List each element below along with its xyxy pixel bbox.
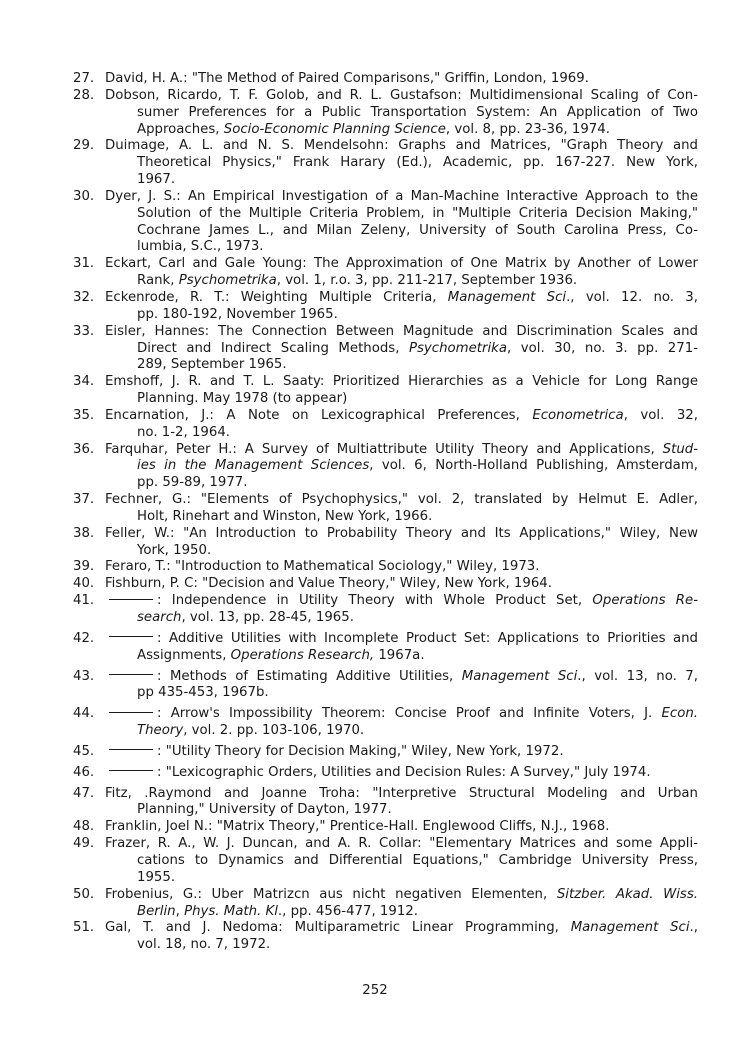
- reference-line: sumer Preferences for a Public Transportation System: An Application of Two: [137, 104, 698, 120]
- reference-number: 48.: [73, 819, 95, 835]
- reference-line: Planning," University of Dayton, 1977.: [137, 802, 392, 818]
- reference-item: [73, 324, 698, 375]
- reference-item: [73, 526, 698, 560]
- reference-text: [105, 492, 698, 526]
- reference-line: cations to Dynamics and Differential Equations," Cambridge University Press,: [137, 852, 698, 868]
- reference-line: : Arrow's Impossibility Theorem: Concise Proof and Infinite Voters, J. Econ.: [105, 706, 698, 723]
- reference-line: 1955.: [137, 869, 176, 885]
- reference-line: lumbia, S.C., 1973.: [137, 239, 264, 255]
- reference-item: [73, 442, 698, 493]
- reference-text: [105, 559, 698, 576]
- reference-number: 29.: [73, 138, 95, 154]
- reference-number: 37.: [73, 492, 95, 508]
- reference-text: [105, 631, 698, 665]
- reference-line: Theoretical Physics," Frank Harary (Ed.), Academic, pp. 167-227. New York,: [137, 155, 698, 171]
- reference-line: Frobenius, G.: Uber Matrizcn aus nicht negativen Elementen, Sitzber. Akad. Wiss.: [105, 886, 698, 902]
- reference-text: [105, 786, 698, 820]
- reference-number: 33.: [73, 323, 95, 339]
- reference-line: Encarnation, J.: A Note on Lexicographical Preferences, Econometrica, vol. 32,: [105, 407, 698, 423]
- reference-text: [105, 887, 698, 921]
- reference-number: 31.: [73, 256, 95, 272]
- reference-text: [105, 88, 698, 139]
- reference-line: Feraro, T.: "Introduction to Mathematical Sociology," Wiley, 1973.: [105, 559, 540, 575]
- reference-number: 42.: [73, 630, 95, 646]
- reference-text: [105, 408, 698, 442]
- reference-text: [105, 189, 698, 256]
- reference-line: Dobson, Ricardo, T. F. Golob, and R. L. Gustafson: Multidimensional Scaling of Con-: [105, 87, 698, 103]
- reference-item: [73, 374, 698, 408]
- reference-item: [73, 559, 698, 576]
- reference-text: [105, 593, 698, 627]
- reference-line: Eckart, Carl and Gale Young: The Approximation of One Matrix by Another of Lower: [105, 256, 698, 272]
- reference-item: [73, 887, 698, 921]
- reference-item: [73, 138, 698, 189]
- reference-text: [105, 256, 698, 290]
- ditto-dash: [109, 749, 153, 750]
- reference-item: [73, 290, 698, 324]
- reference-line: Gal, T. and J. Nedoma: Multiparametric Linear Programming, Management Sci.,: [105, 920, 698, 936]
- reference-text: [105, 744, 698, 761]
- reference-number: 27.: [73, 71, 95, 86]
- reference-text: [105, 290, 698, 324]
- reference-item: [73, 88, 698, 139]
- reference-line: no. 1-2, 1964.: [137, 424, 231, 440]
- reference-line: Duimage, A. L. and N. S. Mendelsohn: Graphs and Matrices, "Graph Theory and: [105, 138, 698, 154]
- reference-item: [73, 836, 698, 887]
- reference-line: : Methods of Estimating Additive Utilities, Management Sci., vol. 13, no. 7,: [105, 669, 698, 686]
- reference-list: [73, 71, 698, 954]
- reference-line: Fitz, .Raymond and Joanne Troha: "Interpretive Structural Modeling and Urban: [105, 785, 698, 801]
- reference-number: 50.: [73, 886, 95, 902]
- reference-text: [105, 920, 698, 954]
- reference-item: [73, 706, 698, 740]
- reference-number: 36.: [73, 441, 95, 457]
- reference-line: Planning. May 1978 (to appear): [137, 391, 348, 407]
- ditto-dash: [109, 770, 153, 771]
- reference-line: David, H. A.: "The Method of Paired Comparisons," Griffin, London, 1969.: [105, 71, 589, 86]
- reference-line: : Independence in Utility Theory with Whole Product Set, Operations Re-: [105, 593, 698, 610]
- ditto-dash: [109, 636, 153, 637]
- reference-line: Franklin, Joel N.: "Matrix Theory," Prentice-Hall. Englewood Cliffs, N.J., 1968.: [105, 819, 610, 835]
- reference-line: : "Lexicographic Orders, Utilities and Decision Rules: A Survey," July 1974.: [105, 765, 698, 782]
- reference-line: Berlin, Phys. Math. Kl., pp. 456-477, 1912.: [137, 903, 418, 919]
- reference-line: : "Utility Theory for Decision Making," Wiley, New York, 1972.: [105, 744, 698, 761]
- reference-item: [73, 920, 698, 954]
- reference-line: pp. 180-192, November 1965.: [137, 306, 338, 322]
- reference-item: [73, 576, 698, 593]
- reference-text: [105, 374, 698, 408]
- reference-item: [73, 71, 698, 88]
- reference-text: [105, 138, 698, 189]
- reference-text: [105, 836, 698, 887]
- reference-line: Frazer, R. A., W. J. Duncan, and A. R. Collar: "Elementary Matrices and some Appli-: [105, 836, 698, 852]
- reference-text: [105, 765, 698, 782]
- reference-number: 32.: [73, 289, 95, 305]
- reference-line: Cochrane James L., and Milan Zeleny, University of South Carolina Press, Co-: [137, 222, 698, 238]
- reference-item: [73, 593, 698, 627]
- reference-text: [105, 324, 698, 375]
- reference-line: Fechner, G.: "Elements of Psychophysics," vol. 2, translated by Helmut E. Adler,: [105, 492, 698, 508]
- reference-text: [105, 576, 698, 593]
- reference-text: [105, 669, 698, 703]
- reference-item: [73, 765, 698, 782]
- reference-line: Approaches, Socio-Economic Planning Science, vol. 8, pp. 23-36, 1974.: [137, 121, 610, 137]
- reference-line: search, vol. 13, pp. 28-45, 1965.: [137, 610, 354, 625]
- reference-number: 28.: [73, 87, 95, 103]
- reference-text: [105, 706, 698, 740]
- reference-line: Feller, W.: "An Introduction to Probability Theory and Its Applications," Wiley, New: [105, 525, 698, 541]
- reference-line: 289, September 1965.: [137, 357, 287, 373]
- reference-item: [73, 669, 698, 703]
- reference-line: Eckenrode, R. T.: Weighting Multiple Criteria, Management Sci., vol. 12. no. 3,: [105, 289, 698, 305]
- reference-line: : Additive Utilities with Incomplete Product Set: Applications to Priorities and: [105, 631, 698, 648]
- reference-line: Emshoff, J. R. and T. L. Saaty: Prioritized Hierarchies as a Vehicle for Long Range: [105, 374, 698, 390]
- reference-number: 35.: [73, 407, 95, 423]
- reference-text: [105, 526, 698, 560]
- reference-item: [73, 744, 698, 761]
- reference-number: 46.: [73, 764, 95, 780]
- reference-text: [105, 71, 698, 88]
- reference-item: [73, 256, 698, 290]
- reference-number: 34.: [73, 374, 95, 390]
- reference-number: 39.: [73, 559, 95, 575]
- reference-line: Fishburn, P. C: "Decision and Value Theory," Wiley, New York, 1964.: [105, 576, 552, 592]
- reference-number: 49.: [73, 836, 95, 852]
- reference-number: 41.: [73, 593, 95, 609]
- reference-item: [73, 189, 698, 256]
- reference-line: 1967.: [137, 172, 176, 188]
- reference-number: 47.: [73, 785, 95, 801]
- reference-line: ies in the Management Sciences, vol. 6, North-Holland Publishing, Amsterdam,: [137, 458, 698, 474]
- reference-line: Farquhar, Peter H.: A Survey of Multiattribute Utility Theory and Applications, Stud-: [105, 441, 698, 457]
- reference-number: 43.: [73, 668, 95, 684]
- reference-number: 38.: [73, 525, 95, 541]
- reference-text: [105, 819, 698, 836]
- reference-number: 40.: [73, 576, 95, 592]
- reference-item: [73, 631, 698, 665]
- reference-item: [73, 492, 698, 526]
- ditto-dash: [109, 599, 153, 600]
- reference-line: Direct and Indirect Scaling Methods, Psychometrika, vol. 30, no. 3. pp. 271-: [137, 340, 698, 356]
- reference-item: [73, 786, 698, 820]
- reference-line: Theory, vol. 2. pp. 103-106, 1970.: [137, 723, 365, 739]
- reference-line: Dyer, J. S.: An Empirical Investigation of a Man-Machine Interactive Approach to the: [105, 188, 698, 204]
- reference-number: 51.: [73, 920, 95, 936]
- reference-line: Assignments, Operations Research, 1967a.: [137, 647, 425, 663]
- ditto-dash: [109, 674, 153, 675]
- reference-number: 30.: [73, 188, 95, 204]
- reference-line: Rank, Psychometrika, vol. 1, r.o. 3, pp. 211-217, September 1936.: [137, 273, 578, 289]
- reference-text: [105, 442, 698, 493]
- reference-line: pp 435-453, 1967b.: [137, 685, 269, 701]
- reference-item: [73, 408, 698, 442]
- reference-line: Holt, Rinehart and Winston, New York, 1966.: [137, 508, 433, 524]
- reference-line: Solution of the Multiple Criteria Problem, in "Multiple Criteria Decision Making,": [137, 205, 698, 221]
- reference-number: 44.: [73, 706, 95, 722]
- reference-number: 45.: [73, 743, 95, 759]
- reference-line: pp. 59-89, 1977.: [137, 475, 248, 491]
- reference-line: Eisler, Hannes: The Connection Between Magnitude and Discrimination Scales and: [105, 323, 698, 339]
- reference-line: York, 1950.: [137, 542, 212, 558]
- reference-item: [73, 819, 698, 836]
- reference-line: vol. 18, no. 7, 1972.: [137, 937, 271, 953]
- page-number: 252: [362, 983, 388, 998]
- ditto-dash: [109, 712, 153, 713]
